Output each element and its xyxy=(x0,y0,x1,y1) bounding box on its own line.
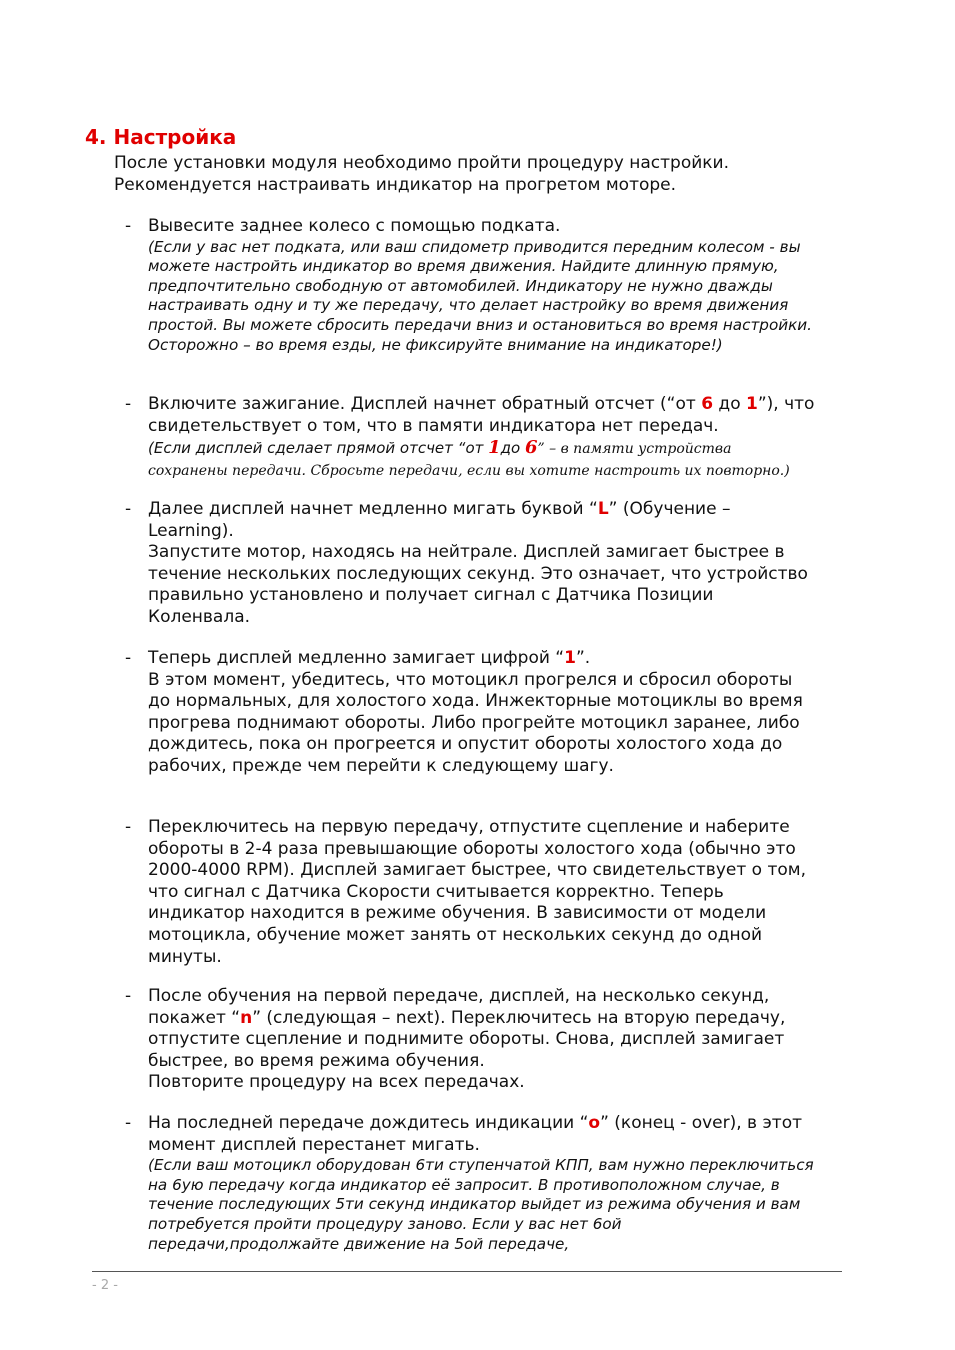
step-text: Повторите процедуру на всех передачах. xyxy=(148,1072,525,1093)
text-run: ” (следующая – next). Переключитесь на вторую передачу, отпустите сцепление и поднимите обороты. Снова, дисплей замигает быстрее, во время режима обучения. xyxy=(148,1007,786,1071)
bullet-dash: - xyxy=(125,394,132,414)
bullet-dash: - xyxy=(125,1113,132,1133)
bullet-dash: - xyxy=(125,648,132,668)
intro-line: После установки модуля необходимо пройти процедуру настройки. xyxy=(114,153,729,173)
letter-L: L xyxy=(597,499,609,519)
digit-6: 6 xyxy=(524,437,538,459)
text-run: ” (Обучение – Learning). xyxy=(148,499,731,541)
list-item xyxy=(125,648,815,778)
step-note: (Если у вас нет подката, или ваш спидометр приводится передним колесом - вы можете настройть индикатор во время движения. Найдите длинную прямую, предпочтительно свободную от автомобилей. Индикатору не нужно дважды настраивать одну и ту же передачу, что делает настройку во время движения простой. Вы можете сбросить передачи вниз и остановиться во время настройки. Осторожно – во время езды, не фиксируйте внимание на индикаторе!) xyxy=(148,237,812,354)
step-note: (Если ваш мотоцикл оборудован 6ти ступенчатой КПП, вам нужно переключиться на 6ую передачу когда индикатор её запросит. В противоположном случае, в течение последующих 5ти секунд индикатор выйдет из режима обучения и вам потребуется пройти процедуру заново. Если у вас нет 6ой передачи,продолжайте движение на 5ой передаче, xyxy=(148,1156,814,1253)
digit-1: 1 xyxy=(564,648,576,668)
list-item xyxy=(125,817,815,968)
list-item xyxy=(125,216,815,355)
list-item xyxy=(125,1113,815,1254)
letter-n: n xyxy=(240,1007,253,1028)
step-text xyxy=(148,648,815,670)
page-number: - 2 - xyxy=(92,1278,118,1293)
footer-divider xyxy=(92,1271,842,1272)
text-run: ”), что свидетельствует о том, что в памяти индикатора нет передач. xyxy=(148,394,815,436)
letter-o: o xyxy=(588,1113,601,1133)
text-run: (Если дисплей сделает прямой отсчет “от xyxy=(148,439,489,458)
text-run: Теперь дисплей медленно замигает цифрой “ xyxy=(148,648,565,668)
step-text xyxy=(148,499,815,542)
section-title: 4. Настройка xyxy=(85,125,237,149)
text-run: ” – в памяти устройства сохранены передачи. Сбросьте передачи, если вы хотите настроить их повторно.) xyxy=(148,441,790,480)
text-run: до xyxy=(500,439,525,458)
text-run: ” (конец - over), в этот момент дисплей перестанет мигать. xyxy=(148,1113,803,1155)
bullet-dash: - xyxy=(125,817,132,837)
intro-line: Рекомендуется настраивать индикатор на прогретом моторе. xyxy=(114,175,677,195)
bullet-dash: - xyxy=(125,216,132,236)
list-item xyxy=(125,394,815,482)
text-run: Включите зажигание. Дисплей начнет обратный отсчет (“от xyxy=(148,394,702,414)
intro-paragraph xyxy=(114,152,854,196)
digit-1: 1 xyxy=(746,394,758,414)
digit-1: 1 xyxy=(488,437,501,459)
step-text: Запустите мотор, находясь на нейтрале. Дисплей замигает быстрее в течение нескольких последующих секунд. Это означает, что устройство правильно установлено и получает сигнал с Датчика Позиции Коленвала. xyxy=(148,542,808,627)
text-run: После обучения на первой передаче, дисплей, на несколько секунд, покажет “ xyxy=(148,986,770,1028)
step-text xyxy=(148,394,815,437)
text-run: Далее дисплей начнет медленно мигать буквой “ xyxy=(148,499,598,519)
list-item xyxy=(125,499,815,629)
list-item xyxy=(125,986,815,1094)
bullet-dash: - xyxy=(125,986,132,1006)
step-text xyxy=(148,1113,815,1156)
step-note xyxy=(148,437,815,482)
step-text xyxy=(148,986,815,1072)
text-run: На последней передаче дождитесь индикации “ xyxy=(148,1113,589,1133)
step-text: В этом момент, убедитесь, что мотоцикл прогрелся и сбросил обороты до нормальных, для холостого хода. Инжекторные мотоциклы во время прогрева поднимают обороты. Либо прогрейте мотоцикл заранее, либо дождитесь, пока он прогреется и опустит обороты холостого хода до рабочих, прежде чем перейти к следующему шагу. xyxy=(148,669,803,776)
text-run: ”. xyxy=(575,648,591,668)
digit-6: 6 xyxy=(701,394,714,414)
bullet-dash: - xyxy=(125,499,132,519)
text-run: до xyxy=(713,394,746,414)
step-text: Вывесите заднее колесо с помощью подката. xyxy=(148,216,561,236)
step-text: Переключитесь на первую передачу, отпустите сцепление и наберите обороты в 2-4 раза превышающие обороты холостого хода (обычно это 2000-4000 RPM). Дисплей замигает быстрее, что свидетельствует о том, что сигнал с Датчика Скорости считывается корректно. Теперь индикатор находится в режиме обучения. В зависимости от модели мотоцикла, обучение может занять от нескольких секунд до одной минуты. xyxy=(148,817,806,967)
